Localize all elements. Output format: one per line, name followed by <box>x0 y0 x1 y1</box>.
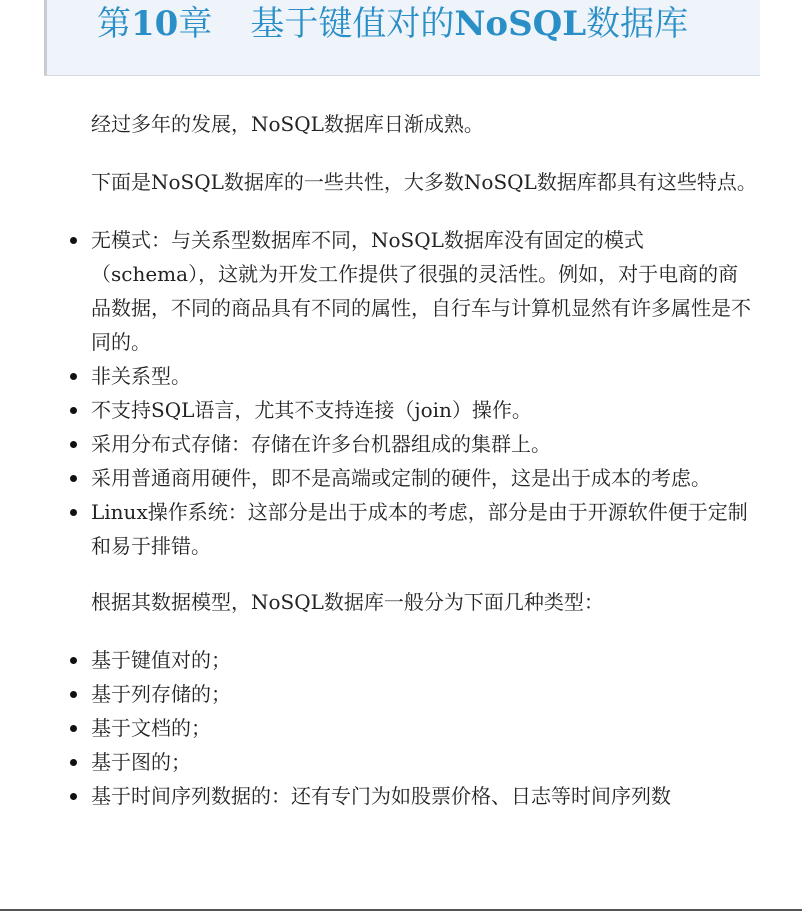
title-post: 数据库 <box>586 4 689 44</box>
list-item: 非关系型。 <box>91 359 757 393</box>
chapter-label-pre: 第 <box>97 4 131 44</box>
types-list <box>45 643 757 813</box>
list-item: 无模式：与关系型数据库不同，NoSQL数据库没有固定的模式（schema），这就为开发工作提供了很强的灵活性。例如，对于电商的商品数据，不同的商品具有不同的属性，自行车与计算机显然有许多属性是不同的。 <box>91 223 757 359</box>
list-item: 基于图的； <box>91 745 757 779</box>
list-item: 不支持SQL语言，尤其不支持连接（join）操作。 <box>91 393 757 427</box>
chapter-label-post: 章 <box>178 4 213 44</box>
list-item: Linux操作系统：这部分是出于成本的考虑，部分是由于开源软件便于定制和易于排错。 <box>91 495 757 563</box>
list-item: 采用普通商用硬件，即不是高端或定制的硬件，这是出于成本的考虑。 <box>91 461 757 495</box>
chapter-body <box>45 107 757 813</box>
bottom-divider <box>0 909 802 911</box>
title-bold: NoSQL <box>454 4 587 44</box>
list-item: 基于文档的； <box>91 711 757 745</box>
list-item: 基于列存储的； <box>91 677 757 711</box>
list-item: 采用分布式存储：存储在许多台机器组成的集群上。 <box>91 427 757 461</box>
features-list <box>45 223 757 563</box>
intro-paragraph: 经过多年的发展，NoSQL数据库日渐成熟。 <box>91 112 484 136</box>
chapter-header <box>44 0 760 76</box>
title-pre: 基于键值对的 <box>250 4 455 44</box>
list-item: 基于时间序列数据的：还有专门为如股票价格、日志等时间序列数 <box>91 779 757 813</box>
chapter-number: 10 <box>131 4 179 44</box>
features-intro-paragraph: 下面是NoSQL数据库的一些共性，大多数NoSQL数据库都具有这些特点。 <box>91 170 757 194</box>
list-item: 基于键值对的； <box>91 643 757 677</box>
types-intro-paragraph: 根据其数据模型，NoSQL数据库一般分为下面几种类型： <box>91 590 604 614</box>
chapter-title <box>97 4 688 44</box>
